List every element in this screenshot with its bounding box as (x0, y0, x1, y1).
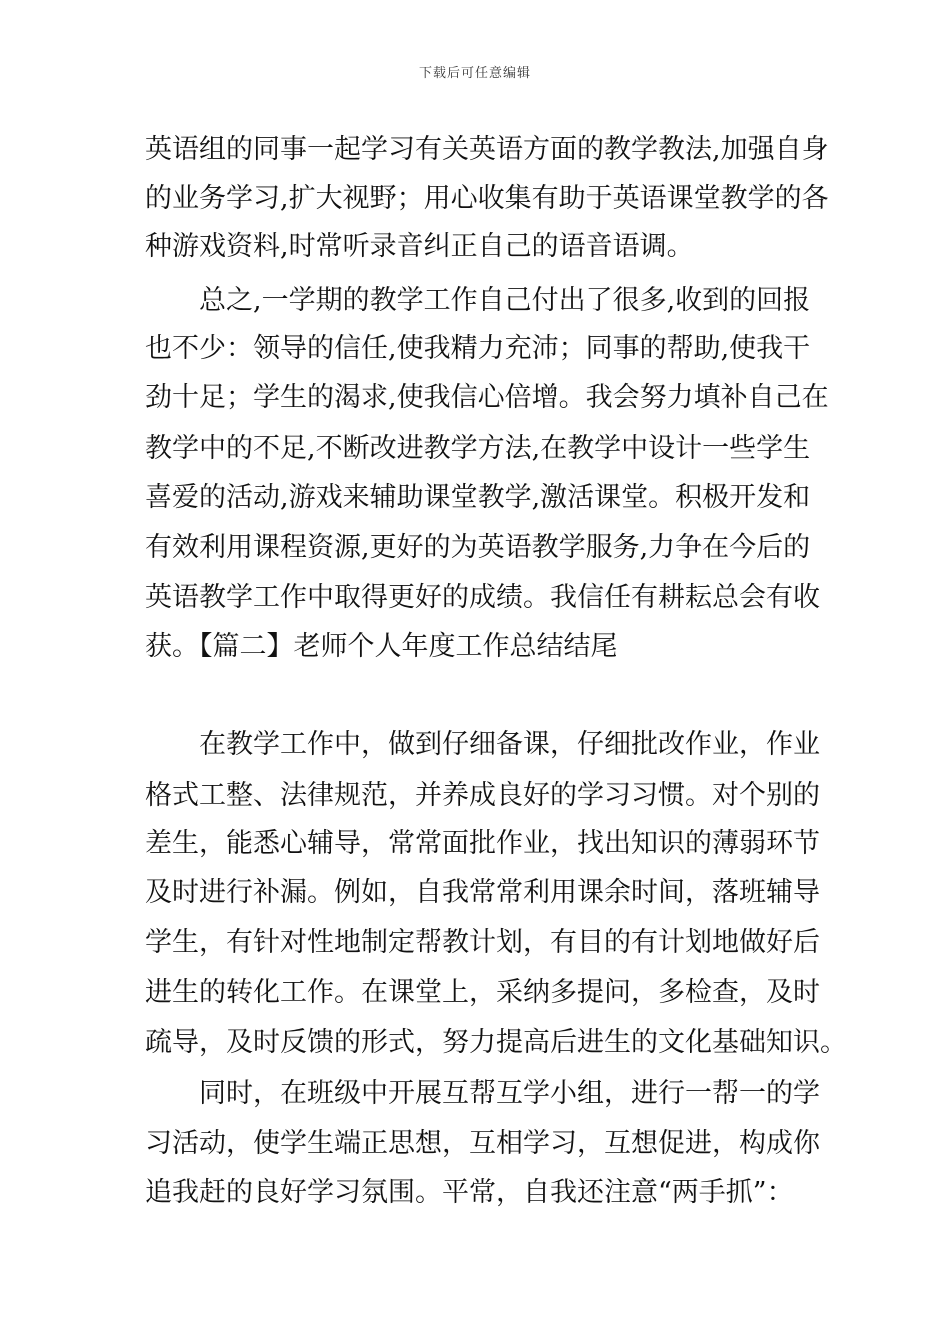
text-line: 的业务学习,扩大视野；用心收集有助于英语课堂教学的各 (145, 183, 829, 214)
text-line: 疏导，及时反馈的形式，努力提高后进生的文化基础知识。 (145, 1027, 847, 1058)
text-line: 学生，有针对性地制定帮教计划，有目的有计划地做好后 (145, 927, 820, 958)
text-line: 英语教学工作中取得更好的成绩。我信任有耕耘总会有收 (145, 582, 820, 613)
text-line: 英语组的同事一起学习有关英语方面的教学教法,加强自身 (145, 134, 829, 165)
text-line: 同时，在班级中开展互帮互学小组，进行一帮一的学 (145, 1078, 820, 1109)
text-line: 追我赶的良好学习氛围。平常，自我还注意“两手抓”： (145, 1177, 794, 1208)
text-line: 劲十足；学生的渴求,使我信心倍增。我会努力填补自己在 (145, 382, 829, 413)
text-line: 格式工整、法律规范，并养成良好的学习习惯。对个别的 (145, 780, 820, 811)
text-line: 种游戏资料,时常听录音纠正自己的语音语调。 (145, 231, 694, 262)
text-line: 喜爱的活动,游戏来辅助课堂教学,激活课堂。积极开发和 (145, 482, 811, 513)
page-header: 下载后可任意编辑 (418, 66, 531, 81)
text-line: 在教学工作中，做到仔细备课，仔细批改作业，作业 (145, 729, 820, 760)
text-line: 进生的转化工作。在课堂上，采纳多提问，多检查，及时 (145, 977, 820, 1008)
text-line: 及时进行补漏。例如，自我常常利用课余时间，落班辅导 (145, 877, 820, 908)
text-line: 习活动，使学生端正思想，互相学习，互想促进，构成你 (145, 1128, 820, 1159)
text-line: 也不少：领导的信任,使我精力充沛；同事的帮助,使我干 (145, 333, 811, 364)
text-line: 总之,一学期的教学工作自己付出了很多,收到的回报 (145, 285, 811, 316)
text-line: 差生，能悉心辅导，常常面批作业，找出知识的薄弱环节 (145, 828, 820, 859)
text-line: 获。【篇二】老师个人年度工作总结结尾 (145, 631, 618, 662)
text-line: 有效利用课程资源,更好的为英语教学服务,力争在今后的 (145, 532, 811, 563)
text-line: 教学中的不足,不断改进教学方法,在教学中设计一些学生 (145, 433, 811, 464)
